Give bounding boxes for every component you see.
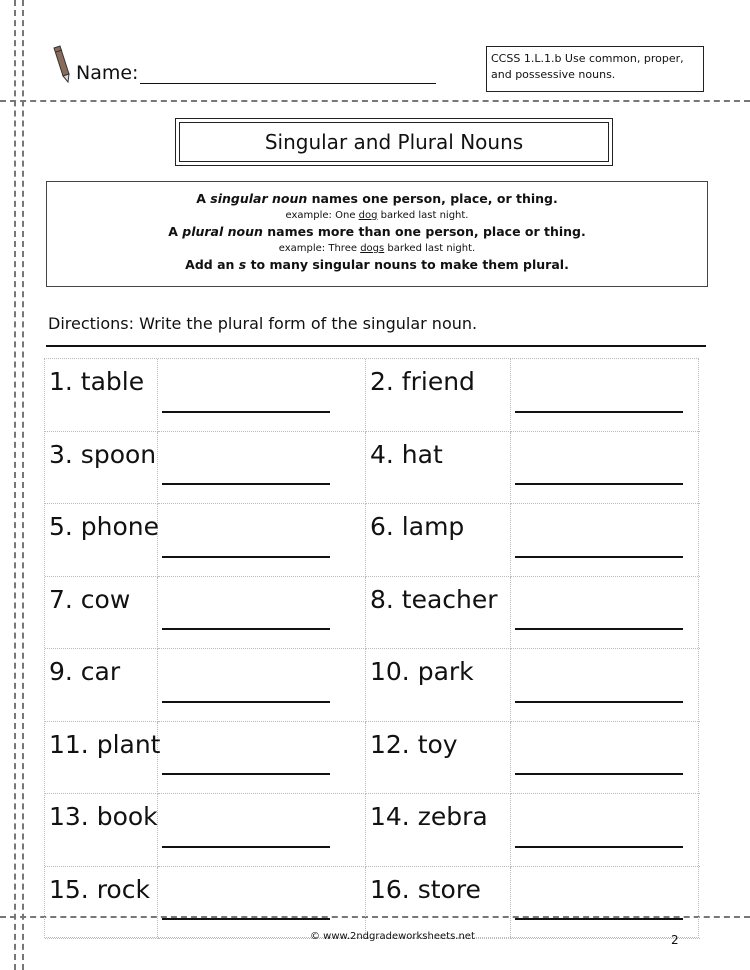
website-credit: © www.2ndgradeworksheets.net	[310, 931, 475, 942]
noun-cell	[45, 867, 158, 940]
answer-cell[interactable]	[158, 722, 366, 795]
answer-cell[interactable]	[511, 649, 700, 722]
rule-add-s: Add an s to many singular nouns to make them plural.	[185, 257, 569, 272]
answer-cell[interactable]	[511, 577, 700, 650]
answer-cell[interactable]	[158, 432, 366, 505]
answer-cell[interactable]	[158, 359, 366, 432]
answer-cell[interactable]	[511, 432, 700, 505]
margin-guide-left-outer	[14, 0, 16, 970]
page-title: Singular and Plural Nouns	[179, 122, 609, 162]
noun-item: 3. spoon	[49, 439, 157, 469]
name-field[interactable]	[76, 62, 436, 84]
answer-cell[interactable]	[158, 867, 366, 940]
pencil-icon	[52, 44, 72, 84]
noun-item: 6. lamp	[370, 512, 465, 541]
noun-cell	[366, 359, 511, 432]
answer-blank[interactable]	[515, 773, 683, 775]
standard-box: CCSS 1.L.1.b Use common, proper, and possessive nouns.	[486, 46, 704, 92]
answer-blank[interactable]	[515, 556, 683, 558]
name-line[interactable]	[140, 63, 436, 84]
answer-blank[interactable]	[162, 556, 330, 558]
fold-guide-top	[0, 100, 750, 102]
noun-item: 16. store	[370, 874, 481, 904]
margin-guide-left	[22, 0, 24, 970]
answer-blank[interactable]	[515, 411, 683, 413]
noun-item: 4. hat	[370, 439, 443, 469]
page-number: 2	[671, 933, 679, 947]
noun-item: 15. rock	[49, 874, 150, 904]
noun-cell	[45, 504, 158, 577]
example-singular: example: One dog barked last night.	[285, 210, 469, 221]
noun-cell	[366, 867, 511, 940]
title-box	[175, 118, 613, 166]
answer-cell[interactable]	[511, 722, 700, 795]
noun-item: 1. table	[49, 367, 145, 396]
noun-cell	[45, 432, 158, 505]
noun-item: 13. book	[49, 802, 158, 831]
noun-item: 10. park	[370, 657, 474, 686]
answer-blank[interactable]	[162, 701, 330, 703]
noun-item: 2. friend	[370, 367, 475, 396]
rule-plural: A plural noun names more than one person, place or thing.	[168, 224, 586, 239]
answer-blank[interactable]	[515, 701, 683, 703]
answer-blank[interactable]	[162, 483, 330, 485]
noun-item: 7. cow	[49, 584, 131, 614]
answer-blank[interactable]	[515, 483, 683, 485]
exercise-grid	[44, 358, 699, 938]
answer-blank[interactable]	[515, 918, 683, 920]
noun-cell	[366, 432, 511, 505]
noun-item: 12. toy	[370, 729, 458, 759]
noun-cell	[45, 722, 161, 795]
example-plural: example: Three dogs barked last night.	[278, 243, 476, 254]
name-label: Name:	[76, 62, 139, 84]
answer-cell[interactable]	[158, 504, 366, 577]
rules-box	[46, 181, 708, 287]
noun-item: 8. teacher	[370, 584, 498, 614]
answer-blank[interactable]	[162, 628, 330, 630]
noun-cell	[45, 359, 158, 432]
answer-cell[interactable]	[511, 504, 700, 577]
answer-cell[interactable]	[158, 577, 366, 650]
noun-item: 5. phone	[49, 512, 160, 541]
answer-cell[interactable]	[158, 794, 366, 867]
answer-cell[interactable]	[511, 359, 700, 432]
answer-blank[interactable]	[162, 773, 330, 775]
answer-cell[interactable]	[511, 867, 700, 940]
answer-blank[interactable]	[515, 628, 683, 630]
answer-blank[interactable]	[162, 918, 330, 920]
answer-cell[interactable]	[158, 649, 366, 722]
noun-item: 14. zebra	[370, 802, 488, 831]
noun-cell	[45, 794, 158, 867]
noun-cell	[366, 794, 511, 867]
noun-cell	[366, 649, 511, 722]
noun-item: 11. plant	[49, 729, 161, 759]
noun-cell	[45, 649, 158, 722]
noun-cell	[366, 722, 511, 795]
noun-item: 9. car	[49, 657, 121, 686]
directions: Directions: Write the plural form of the singular noun.	[48, 314, 478, 333]
rule-singular: A singular noun names one person, place, or thing.	[196, 191, 558, 206]
noun-cell	[45, 577, 158, 650]
answer-blank[interactable]	[515, 846, 683, 848]
noun-cell	[366, 504, 511, 577]
answer-blank[interactable]	[162, 846, 330, 848]
answer-cell[interactable]	[511, 794, 700, 867]
directions-rule	[46, 345, 706, 347]
noun-cell	[366, 577, 511, 650]
answer-blank[interactable]	[162, 411, 330, 413]
